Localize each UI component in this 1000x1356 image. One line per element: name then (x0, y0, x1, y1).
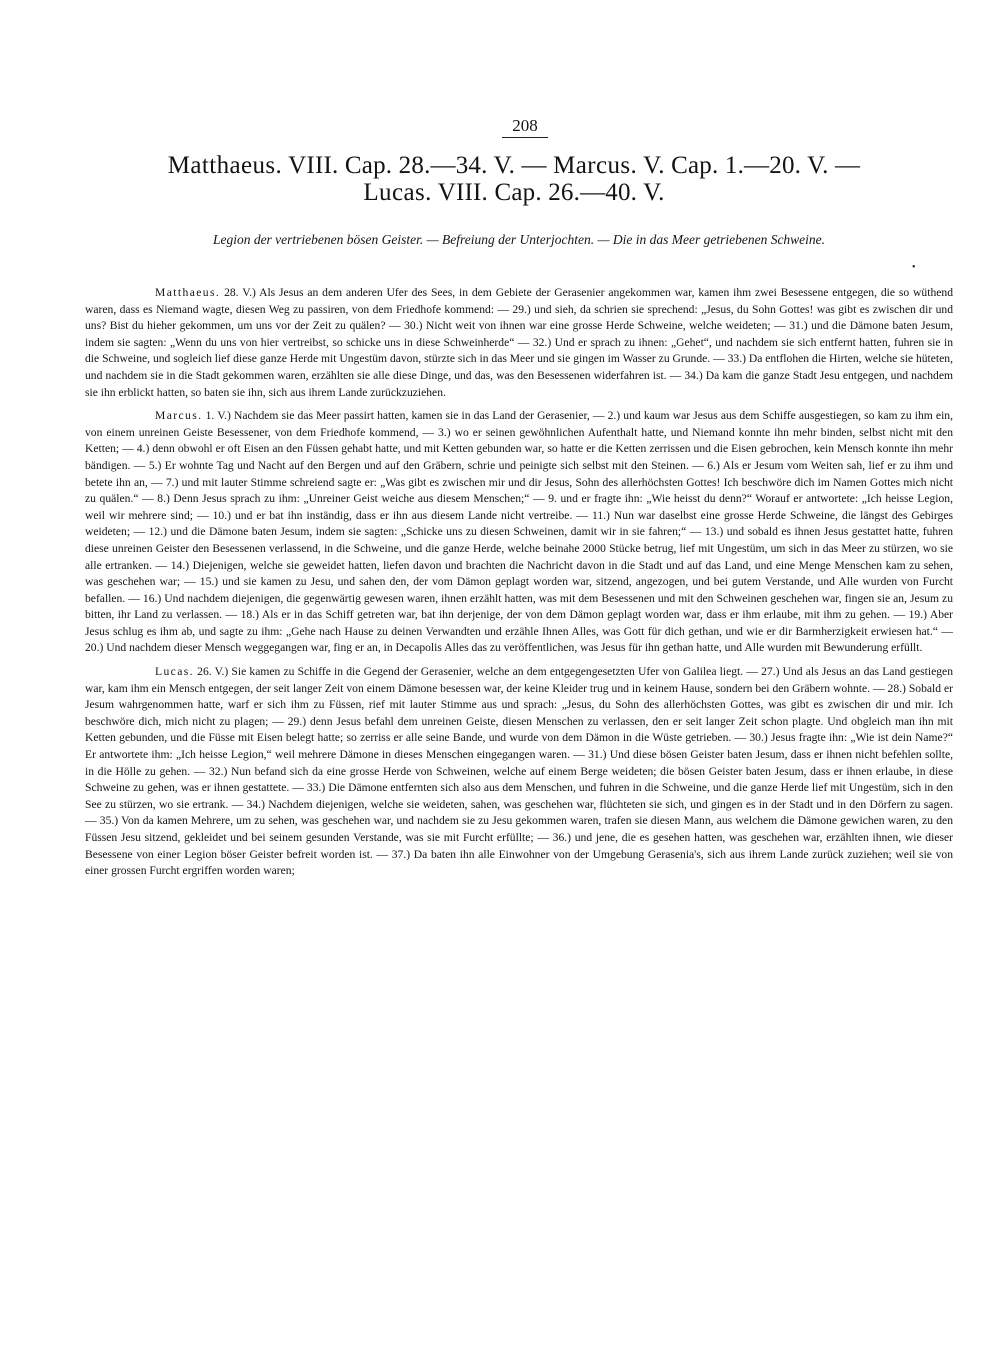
section-subtitle: Legion der vertriebenen bösen Geister. — Befreiung der Unterjochten. — Die in das Meer getriebenen Schweine. (212, 232, 826, 247)
paragraph-text-matthaeus: 28. V.) Als Jesus an dem anderen Ufer des Sees, in dem Gebiete der Gerasenier angekommen war, kamen ihm zwei Besessene entgegen, die so wüthend waren, dass es Niemand wagte, diesen Weg zu passiren, von dem Friedhofe kommend: — 29.) und sieh, da schrien sie sprechend: „Jesus, du Sohn Gottes! was gibt es zwischen dir und uns? Bist du hieher gekommen, um uns vor der Zeit zu quälen? — 30.) Nicht weit von ihnen war eine grosse Herde Schweine, welche weideten; — 31.) und die Dämone baten Jesum, indem sie sagten: „Wenn du uns von hier vertreibst, so schicke uns in diese Schweinherde“ — 32.) Und er sprach zu ihnen: „Gehet“, und nachdem sie sich entfernt hatten, fuhren sie in die Schweine, und sogleich lief diese ganze Herde mit Ungestüm davon, stürzte sich in das Meer und sie gingen im Wasser zu Grunde. — 33.) Da entflohen die Hirten, welche sie hüteten, und nachdem sie in die Stadt gekommen waren, erzählten sie alle diese Dinge, und das, was den Besessenen widerfahren ist. — 34.) Da kam die ganze Stadt Jesu entgegen, und nachdem sie ihn erblickt hatten, so baten sie ihn, sich aus ihrem Lande zurückzuziehen. (85, 286, 953, 399)
title-ref-marcus: V. Cap. 1.—20. V. — (637, 152, 861, 179)
paragraph-text-lucas: 26. V.) Sie kamen zu Schiffe in die Gegend der Gerasenier, welche an dem entgegengesetzten Ufer von Galilea liegt. — 27.) Und als Jesus an das Land gestiegen war, kam ihm ein Mensch entgegen, der seit langer Zeit von einem Dämone besessen war, der keine Kleider trug und in keinem Hause, sondern bei den Gräbern wohnte. — 28.) Sobald er Jesum wahrgenommen hatte, warf er sich ihm zu Füssen, rief mit lauter Stimme aus und sprach: „Jesus, du Sohn des allerhöchsten Gottes, was gibt es zwischen dir und mir. Ich beschwöre dich, mich nicht zu plagen; — 29.) denn Jesus befahl dem unreinen Geiste, diesen Menschen zu verlassen, den er seit langer Zeit schon plagte. Und obgleich man ihn mit Ketten gebunden, und die Füsse mit Eisen belegt hatte; so zerriss er alle seine Bande, und wurde von dem Dämon in die Wüste getrieben. — 30.) Jesus fragte ihn: „Wie ist dein Name?“ Er antwortete ihm: „Ich heisse Legion,“ weil mehrere Dämone in dieses Menschen eingegangen waren. — 31.) Und diese bösen Geister baten Jesum, dass er ihnen nicht befehlen sollte, in die Hölle zu gehen. — 32.) Nun befand sich da eine grosse Herde von Schweinen, welche auf einem Berge weideten; die bösen Geister baten Jesum, dass er ihnen erlaube, in diese Schweine zu gehen, was er ihnen gestattete. — 33.) Die Dämone entfernten sich also aus dem Menschen, und fuhren in die Schweine, und die ganze Herde lief mit Ungestüm, sich in den See zu stürzen, wo sie ertrank. — 34.) Nachdem diejenigen, welche sie weideten, sahen, was geschehen war, flüchteten sie sich, und gingen es in der Stadt und in den Dörfern zu sagen. — 35.) Von da kamen Mehrere, um zu sehen, was geschehen war, und nachdem sie zu Jesu gekommen waren, trafen sie diesen Mann, aus welchem die Dämone gewichen waren, zu den Füssen Jesu sitzend, gekleidet und bei seinem gesunden Verstande, was sie mit Furcht erfüllte; — 36.) und jene, die es gesehen hatten, was geschehen war, erzählten ihnen, wie dieser Besessene von einer Legion böser Geister befreit worden ist. — 37.) Da baten ihn alle Einwohner von der Umgebung Gerasenia's, sich aus ihrem Lande zurück zuziehen; weil sie von einer grossen Furcht ergriffen worden waren; (85, 665, 953, 878)
title-book-marcus: Marcus. (553, 152, 638, 179)
title-book-matthaeus: Matthaeus. (167, 152, 283, 179)
paragraph-lucas (85, 664, 953, 880)
title-book-lucas: Lucas. (363, 179, 432, 206)
title-ref-matthaeus: VIII. Cap. 28.—34. V. — (282, 152, 554, 179)
margin-mark: • (912, 262, 916, 273)
title-line-1 (0, 152, 1000, 179)
page-number-underline (502, 137, 548, 138)
paragraph-marcus (85, 408, 953, 657)
paragraph-text-marcus: 1. V.) Nachdem sie das Meer passirt hatten, kamen sie in das Land der Gerasenier, — 2.) und kaum war Jesus aus dem Schiffe ausgestiegen, so kam zu ihm ein, von einem unreinen Geiste Besessener, von dem Friedhofe kommend, — 3.) wo er seinen gewöhnlichen Aufenthalt hatte, und Niemand konnte ihn mehr binden, selbst nicht mit den Ketten; — 4.) denn obwohl er oft Eisen an den Füssen gehabt hatte, und mit Ketten gebunden war, so hatte er die Ketten zerrissen und die Eisen gebrochen, kein Mensch konnte ihn mehr bändigen. — 5.) Er wohnte Tag und Nacht auf den Bergen und auf den Gräbern, schrie und peinigte sich selbst mit den Steinen. — 6.) Als er Jesum vom Weiten sah, lief er zu ihm und betete ihn an, — 7.) und mit lauter Stimme schreiend sagte er: „Was gibt es zwischen mir und dir Jesus, Sohn des allerhöchsten Gottes! Ich beschwöre dich im Namen Gottes mich nicht zu quälen.“ — 8.) Denn Jesus sprach zu ihm: „Unreiner Geist weiche aus diesem Menschen;“ — 9. und er fragte ihn: „Wie heisst du denn?“ Worauf er antwortete: „Ich heisse Legion, weil wir mehrere sind; — 10.) und er bat ihn inständig, dass er ihn aus diesem Lande nicht vertreibe. — 11.) Nun war daselbst eine grosse Herde Schweine, die längst des Gebirges weideten; — 12.) und die Dämone baten Jesum, indem sie sagten: „Schicke uns zu diesen Schweinen, damit wir in sie fahren;“ — 13.) und sobald es ihnen Jesus gestattet hatte, fuhren diese unreinen Geister den Besessenen verlassend, in die Schweine, und die ganze Herde, welche beinahe 2000 Stücke betrug, lief mit Ungestüm, um sich in das Meer zu stürzen, wo sie alle ertranken. — 14.) Diejenigen, welche sie geweidet hatten, liefen davon und brachten die Nachricht davon in die Stadt und auf das Land, und eine Menge Menschen kam zu sehen, was geschehen war; — 15.) und sie kamen zu Jesu, und sahen den, der vom Dämon geplagt worden war, sitzend, angezogen, und bei gutem Verstande, und Alle wurden von Furcht befallen. — 16.) Und nachdem diejenigen, die gegenwärtig gewesen waren, ihnen erzählt hatten, was mit dem Besessenen und mit den Schweinen geschehen war, fingen sie an, Jesum zu bitten, ihr Land zu verlassen. — 18.) Als er in das Schiff getreten war, bat ihn derjenige, der von dem Dämon geplagt worden war, dass er ihm erlaube, mit ihm zu gehen. — 19.) Aber Jesus schlug es ihm ab, und sagte zu ihm: „Gehe nach Hause zu deinen Verwandten und erzähle Ihnen Alles, was Gott für dich gethan, und wie er dir Barmherzigkeit erwiesen hat.“ — 20.) Und nachdem dieser Mensch weggegangen war, fing er an, in Decapolis Alles das zu veröffentlichen, was Jesus für ihn gethan hatte, und Alle wurden mit Bewunderung erfüllt. (85, 409, 953, 655)
book-name-matthaeus: Matthaeus. (155, 286, 221, 299)
paragraph-matthaeus (85, 285, 953, 401)
title-ref-lucas: VIII. Cap. 26.—40. V. (431, 179, 665, 206)
page-number: 208 (512, 116, 538, 135)
book-name-marcus: Marcus. (155, 409, 203, 423)
body-text (85, 285, 953, 887)
book-name-lucas: Lucas. (155, 665, 194, 679)
page-title (0, 152, 1000, 206)
title-line-2 (0, 179, 1000, 206)
